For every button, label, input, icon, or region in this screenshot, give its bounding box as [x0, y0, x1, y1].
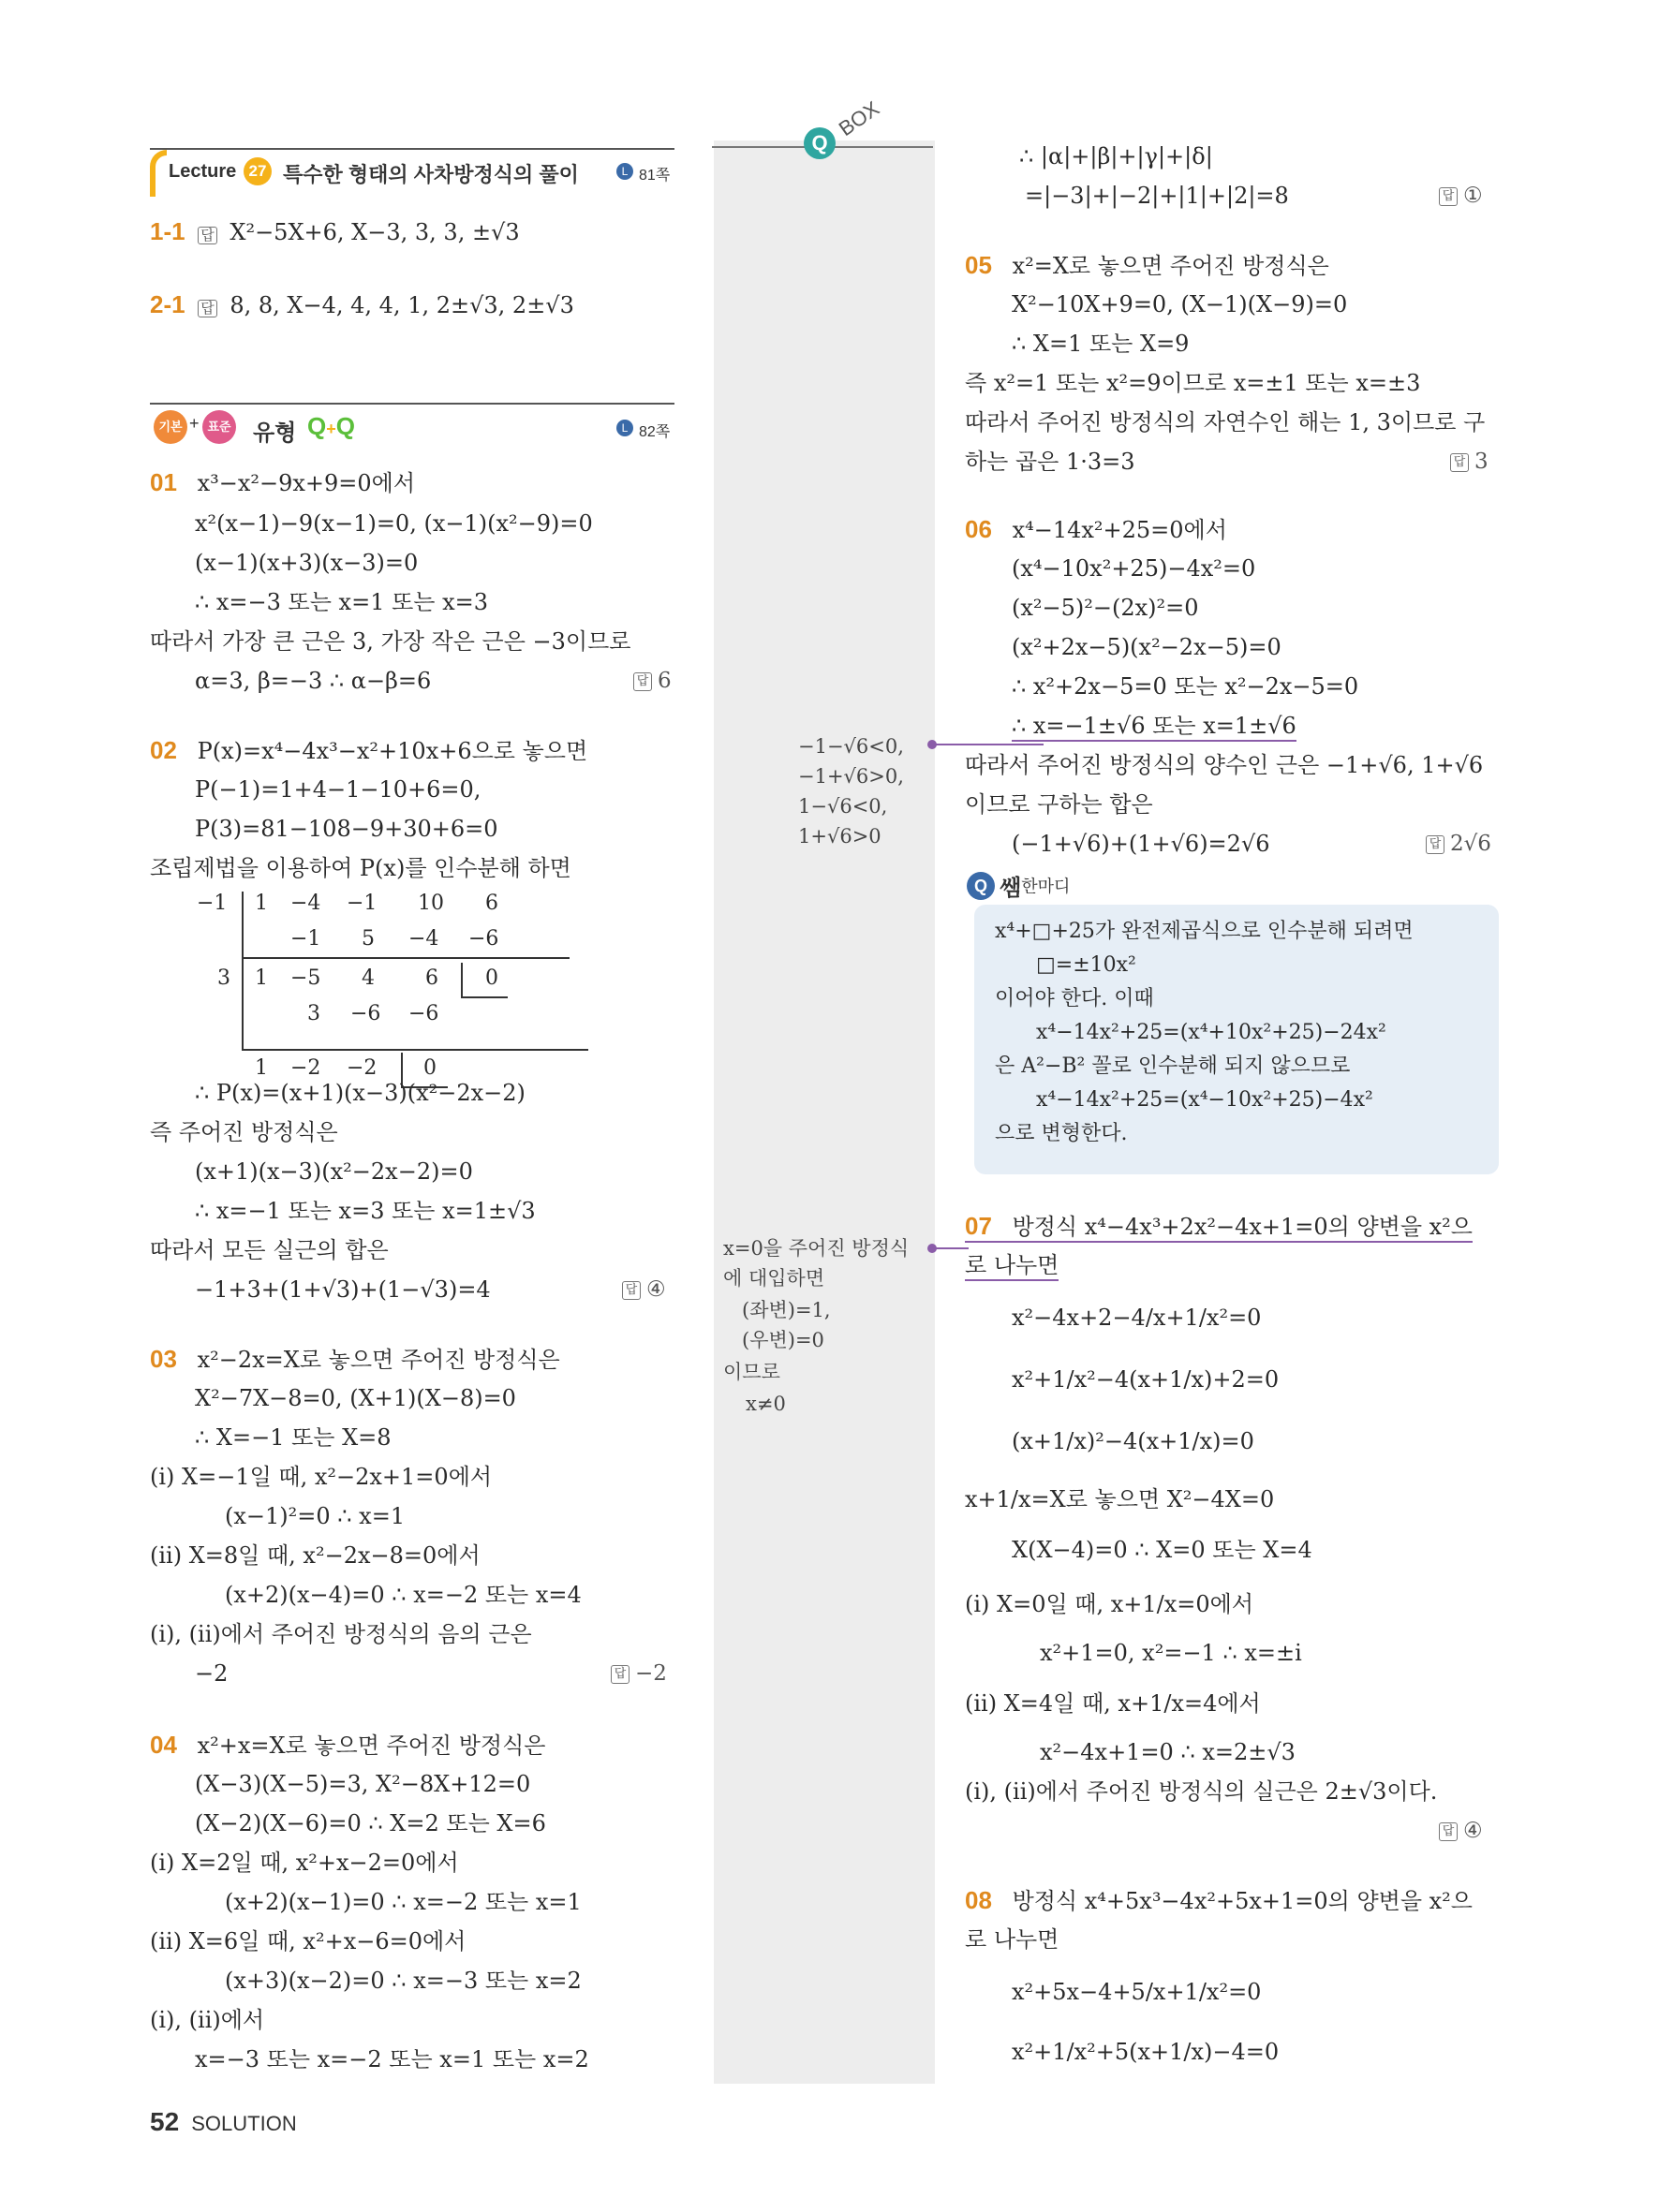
- tip-subtitle: 한마디: [1021, 877, 1071, 896]
- answer-text: X²−5X+6, X−3, 3, 3, ±√3: [230, 219, 520, 245]
- solution-line: =|−3|+|−2|+|1|+|2|=8: [1025, 183, 1289, 209]
- solution-line: ∴ x²+2x−5=0 또는 x²−2x−5=0: [1012, 673, 1359, 700]
- solution-line: 방정식 x⁴−4x³+2x²−4x+1=0의 양변을 x²으: [1012, 1214, 1473, 1240]
- tip-line: 은 A²−B² 꼴로 인수분해 되지 않으므로: [995, 1054, 1351, 1078]
- solution-line: (x+2)(x−1)=0 ∴ x=−2 또는 x=1: [225, 1889, 582, 1915]
- problem-number: 07: [965, 1212, 992, 1240]
- problem-number: 1-1: [150, 217, 185, 245]
- answer-2-1: [150, 290, 574, 323]
- lecture-number: 27: [244, 157, 272, 185]
- solution-line: (ii) X=4일 때, x+1/x=4에서: [965, 1690, 1261, 1717]
- connector-dot: [927, 740, 937, 749]
- solution-line: (x+1)(x−3)(x²−2x−2)=0: [195, 1158, 473, 1185]
- solution-line: 로 나누면: [965, 1926, 1059, 1953]
- solution-line: 따라서 가장 큰 근은 3, 가장 작은 근은 −3이므로: [150, 628, 631, 655]
- note-line: 1+√6>0: [798, 825, 881, 848]
- solution-line: ∴ x=−1 또는 x=3 또는 x=1±√3: [195, 1198, 536, 1224]
- answer: 답 2√6: [1426, 832, 1491, 856]
- table-cell: −6: [350, 1002, 381, 1025]
- solution-line: (X−3)(X−5)=3, X²−8X+12=0: [195, 1771, 531, 1797]
- connector-line: [931, 1247, 969, 1249]
- solution-line: (X−2)(X−6)=0 ∴ X=2 또는 X=6: [195, 1810, 546, 1836]
- table-cell: 0: [485, 966, 498, 990]
- problem-number: 02: [150, 736, 177, 764]
- lecture-title: 특수한 형태의 사차방정식의 풀이: [283, 163, 579, 186]
- solution-line: (−1+√6)+(1+√6)=2√6: [1012, 831, 1270, 857]
- solution-line: P(3)=81−108−9+30+6=0: [195, 816, 498, 842]
- solution-line: x²+1/x²+5(x+1/x)−4=0: [1012, 2039, 1280, 2065]
- solution-line: (i) X=−1일 때, x²−2x+1=0에서: [150, 1464, 493, 1490]
- solution-line: −2: [195, 1660, 229, 1687]
- tip-line: x⁴−14x²+25=(x⁴+10x²+25)−24x²: [1036, 1021, 1386, 1044]
- solution-line: x⁴−14x²+25=0에서: [1012, 517, 1227, 543]
- connector-dot: [927, 1244, 937, 1253]
- table-cell: 1: [255, 966, 268, 990]
- note-line: 이므로: [723, 1361, 780, 1383]
- answer: 답 3: [1450, 450, 1489, 474]
- solution-line: x²−4x+2−4/x+1/x²=0: [1012, 1305, 1262, 1331]
- footer: [150, 2107, 297, 2137]
- solution-line: 따라서 모든 실근의 합은: [150, 1237, 389, 1263]
- table-cell: −2: [347, 1056, 378, 1080]
- lecture-header: [150, 148, 674, 191]
- problem-number: 04: [150, 1731, 177, 1759]
- tip-title: 쌤: [1000, 876, 1022, 901]
- answer-mark: 답: [198, 227, 217, 244]
- solution-line: ∴ X=1 또는 X=9: [1012, 331, 1190, 357]
- note-line: 1−√6<0,: [798, 795, 888, 818]
- note-line: 에 대입하면: [723, 1267, 825, 1290]
- table-cell: −4: [408, 927, 439, 951]
- note-line: (우변)=0: [742, 1329, 824, 1351]
- lecture-ref: 81쪽: [639, 168, 671, 184]
- answer: 답 −2: [611, 1661, 667, 1686]
- table-cell: 1: [255, 892, 268, 915]
- table-cell: −2: [290, 1056, 321, 1080]
- solution-line: x=−3 또는 x=−2 또는 x=1 또는 x=2: [195, 2046, 589, 2072]
- answer-1-1: [150, 217, 520, 250]
- q-box-column: [714, 140, 935, 2084]
- q-icon: Q: [967, 872, 995, 900]
- solution-line: X²−7X−8=0, (X+1)(X−8)=0: [195, 1385, 516, 1411]
- solution-line: 하는 곱은 1·3=3: [965, 449, 1135, 475]
- type-header: 기본 + 표준 유형 Q+Q L 82쪽: [150, 403, 674, 450]
- solution-line: 즉 x²=1 또는 x²=9이므로 x=±1 또는 x=±3: [965, 370, 1421, 396]
- q-box-icon: Q: [804, 127, 836, 159]
- answer: 답 6: [633, 669, 672, 693]
- answer: 답 ④: [622, 1277, 666, 1302]
- solution-line: x²+5x−4+5/x+1/x²=0: [1012, 1979, 1262, 2005]
- problem-number: 03: [150, 1345, 177, 1373]
- solution-line: ∴ x=−1±√6 또는 x=1±√6: [1012, 712, 1296, 742]
- solution-line: x²=X로 놓으면 주어진 방정식은: [1012, 253, 1329, 279]
- lecture-ref-icon: L: [616, 163, 633, 180]
- table-cell: −1: [197, 892, 228, 915]
- type-ref: 82쪽: [639, 424, 671, 440]
- solution-line: (x−1)(x+3)(x−3)=0: [195, 550, 419, 576]
- note-line: (좌변)=1,: [742, 1299, 831, 1321]
- footer-label: SOLUTION: [191, 2112, 297, 2135]
- table-cell: 10: [418, 892, 444, 915]
- solution-line: (x+1/x)²−4(x+1/x)=0: [1012, 1428, 1254, 1454]
- solution-line: x²+1=0, x²=−1 ∴ x=±i: [1040, 1640, 1302, 1666]
- answer-text: 8, 8, X−4, 4, 4, 1, 2±√3, 2±√3: [230, 292, 574, 318]
- solution-line: ∴ P(x)=(x+1)(x−3)(x²−2x−2): [195, 1080, 526, 1106]
- solution-line: (ii) X=6일 때, x²+x−6=0에서: [150, 1928, 467, 1954]
- table-cell: −1: [347, 892, 378, 915]
- table-cell: −1: [290, 927, 321, 951]
- problem-number: 05: [965, 251, 992, 279]
- solution-line: (x²+2x−5)(x²−2x−5)=0: [1012, 634, 1281, 660]
- synthetic-division-table: [187, 892, 600, 1079]
- solution-line: P(−1)=1+4−1−10+6=0,: [195, 776, 481, 803]
- q-plus-q-icon: Q+Q: [307, 412, 355, 440]
- table-cell: −6: [408, 1002, 439, 1025]
- note-line: −1−√6<0,: [798, 735, 904, 758]
- basic-badge: 기본: [154, 410, 187, 444]
- solution-line: (i), (ii)에서 주어진 방정식의 실근은 2±√3이다.: [965, 1778, 1438, 1805]
- tip-header: [967, 869, 1070, 902]
- table-cell: −5: [290, 966, 321, 990]
- table-cell: 4: [362, 966, 375, 990]
- solution-line: x²+x=X로 놓으면 주어진 방정식은: [197, 1733, 546, 1759]
- solution-line: x³−x²−9x+9=0에서: [197, 470, 416, 496]
- solution-line: (ii) X=8일 때, x²−2x−8=0에서: [150, 1542, 481, 1569]
- table-cell: 1: [255, 1056, 268, 1080]
- solution-line: x²−2x=X로 놓으면 주어진 방정식은: [197, 1347, 560, 1373]
- solution-line: (i), (ii)에서: [150, 2007, 265, 2033]
- table-cell: −4: [290, 892, 321, 915]
- type-ref-icon: L: [616, 420, 633, 436]
- table-cell: 3: [217, 966, 230, 990]
- tip-line: 으로 변형한다.: [995, 1122, 1128, 1145]
- solution-line: 따라서 주어진 방정식의 자연수인 해는 1, 3이므로 구: [965, 409, 1486, 435]
- solution-line: x+1/x=X로 놓으면 X²−4X=0: [965, 1486, 1275, 1512]
- solution-line: 따라서 주어진 방정식의 양수인 근은 −1+√6, 1+√6: [965, 752, 1484, 778]
- note-line: x≠0: [746, 1393, 786, 1415]
- solution-line: P(x)=x⁴−4x³−x²+10x+6으로 놓으면: [197, 738, 588, 764]
- solution-line: (x⁴−10x²+25)−4x²=0: [1012, 555, 1256, 582]
- solution-line: (x+3)(x−2)=0 ∴ x=−3 또는 x=2: [225, 1968, 582, 1994]
- problem-number: 08: [965, 1886, 992, 1914]
- answer-mark: 답: [198, 300, 217, 317]
- note-line: x=0을 주어진 방정식: [723, 1237, 910, 1260]
- solution-line: 방정식 x⁴+5x³−4x²+5x+1=0의 양변을 x²으: [1012, 1888, 1473, 1914]
- solution-line: x²+1/x²−4(x+1/x)+2=0: [1012, 1366, 1280, 1393]
- type-title: 유형: [253, 420, 297, 446]
- tip-box: [974, 905, 1499, 1174]
- table-cell: −6: [468, 927, 499, 951]
- solution-line: x²−4x+1=0 ∴ x=2±√3: [1040, 1739, 1296, 1765]
- lecture-tag: Lecture: [169, 161, 237, 182]
- solution-line: (x²−5)²−(2x)²=0: [1012, 595, 1199, 621]
- solution-line: 조립제법을 이용하여 P(x)를 인수분해 하면: [150, 855, 571, 881]
- solution-line: 로 나누면: [965, 1251, 1059, 1281]
- solution-line: (i), (ii)에서 주어진 방정식의 음의 근은: [150, 1621, 532, 1647]
- tip-line: 이어야 한다. 이때: [995, 987, 1154, 1010]
- table-cell: 0: [423, 1056, 437, 1080]
- tip-line: □=±10x²: [1036, 953, 1136, 977]
- standard-badge: 표준: [202, 410, 236, 444]
- table-cell: 5: [362, 927, 375, 951]
- q-box-label: BOX: [834, 96, 884, 141]
- solution-line: X(X−4)=0 ∴ X=0 또는 X=4: [1012, 1537, 1312, 1563]
- solution-line: 즉 주어진 방정식은: [150, 1119, 338, 1145]
- solution-line: −1+3+(1+√3)+(1−√3)=4: [195, 1276, 491, 1303]
- solution-line: (x+2)(x−4)=0 ∴ x=−2 또는 x=4: [225, 1582, 582, 1608]
- tip-line: x⁴−14x²+25=(x⁴−10x²+25)−4x²: [1036, 1088, 1373, 1112]
- problem-number: 2-1: [150, 290, 185, 318]
- solution-line: ∴ X=−1 또는 X=8: [195, 1424, 392, 1451]
- table-cell: 3: [307, 1002, 320, 1025]
- problem-number: 01: [150, 468, 177, 496]
- solution-line: ∴ |α|+|β|+|γ|+|δ|: [1019, 143, 1213, 170]
- solution-line: 이므로 구하는 합은: [965, 791, 1153, 818]
- table-cell: 6: [425, 966, 438, 990]
- solution-line: (x−1)²=0 ∴ x=1: [225, 1503, 406, 1529]
- solution-line: (i) X=0일 때, x+1/x=0에서: [965, 1591, 1254, 1617]
- problem-number: 06: [965, 515, 992, 543]
- note-line: −1+√6>0,: [798, 765, 904, 788]
- solution-line: x²(x−1)−9(x−1)=0, (x−1)(x²−9)=0: [195, 510, 593, 537]
- table-cell: 6: [485, 892, 498, 915]
- solution-line: ∴ x=−3 또는 x=1 또는 x=3: [195, 589, 489, 615]
- connector-line: [931, 744, 1044, 745]
- answer: 답 ④: [1439, 1819, 1483, 1843]
- solution-line: α=3, β=−3 ∴ α−β=6: [195, 668, 432, 694]
- answer: 답 ①: [1439, 184, 1483, 208]
- page-number: 52: [150, 2107, 180, 2136]
- tip-line: x⁴+□+25가 완전제곱식으로 인수분해 되려면: [995, 920, 1414, 943]
- solution-line: X²−10X+9=0, (X−1)(X−9)=0: [1012, 291, 1348, 317]
- solution-line: (i) X=2일 때, x²+x−2=0에서: [150, 1850, 459, 1876]
